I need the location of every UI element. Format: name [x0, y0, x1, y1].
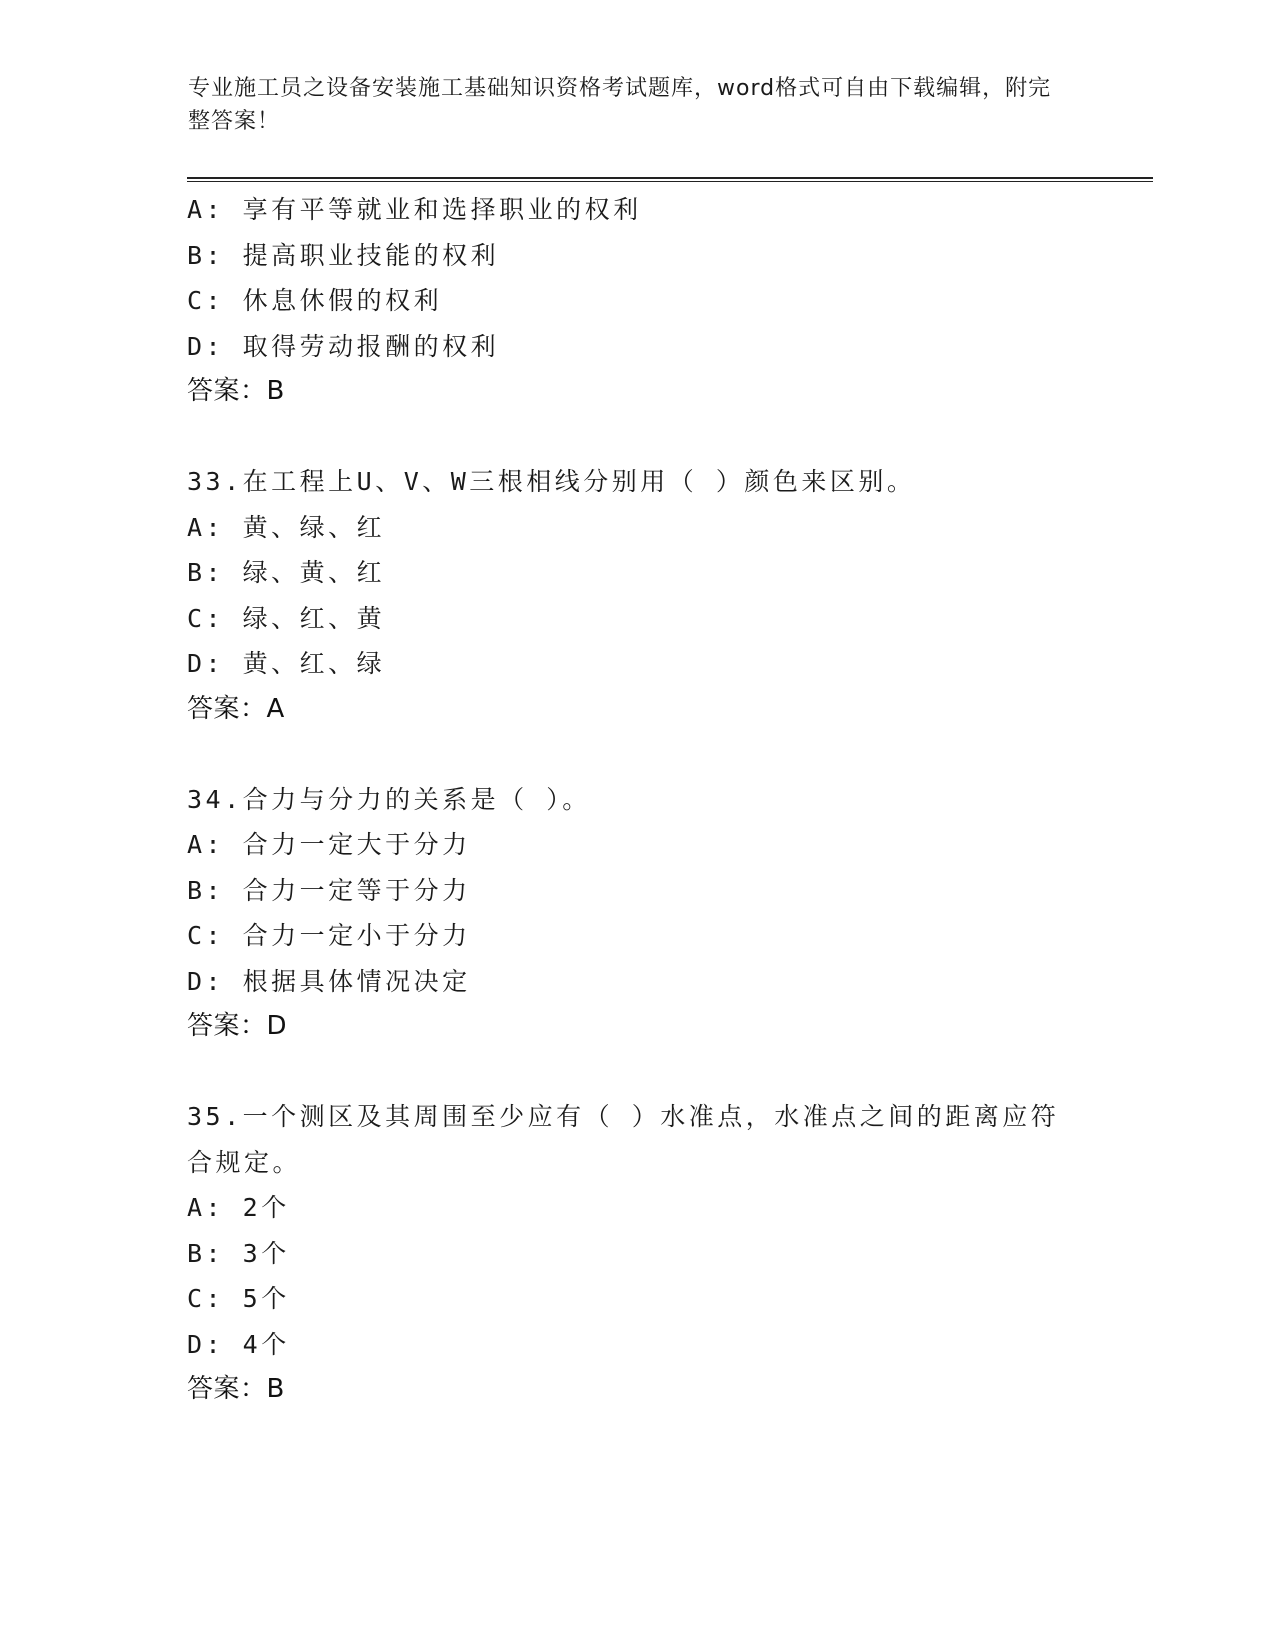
- option-label: C:: [187, 1284, 225, 1313]
- option-text: 2个: [242, 1193, 290, 1222]
- option-text: 合力一定等于分力: [242, 875, 471, 905]
- option-text: 取得劳动报酬的权利: [242, 331, 500, 361]
- option-b: [187, 868, 1087, 914]
- answer-line: 答案：D: [187, 1011, 288, 1041]
- option-label: D:: [187, 966, 225, 996]
- question-block-33: [187, 459, 1087, 732]
- option-label: B:: [187, 1238, 225, 1268]
- option-label: A:: [187, 1193, 225, 1222]
- option-label: A:: [187, 830, 225, 859]
- option-a: [187, 187, 1087, 233]
- option-label: B:: [187, 875, 225, 905]
- question-block-34: [187, 777, 1087, 1050]
- answer-line: 答案：B: [187, 1374, 285, 1404]
- option-a: [187, 1185, 1087, 1231]
- question-block-continued: [187, 187, 1087, 414]
- option-b: [187, 1231, 1087, 1277]
- option-text: 3个: [242, 1238, 290, 1268]
- option-text: 黄、绿、红: [242, 512, 386, 542]
- option-label: A:: [187, 195, 225, 224]
- option-c: [187, 278, 1087, 324]
- option-b: [187, 550, 1087, 596]
- question-stem: 33.在工程上U、V、W三根相线分别用（ ）颜色来区别。: [187, 467, 916, 496]
- option-text: 合力一定大于分力: [242, 830, 471, 859]
- option-label: C:: [187, 603, 225, 633]
- page-header: [188, 72, 1068, 138]
- option-c: [187, 596, 1087, 642]
- option-text: 4个: [242, 1329, 290, 1359]
- option-label: B:: [187, 558, 225, 587]
- question-stem: 35.一个测区及其周围至少应有（ ）水准点，水准点之间的距离应符合规定。: [187, 1102, 1060, 1177]
- header-divider: [187, 177, 1153, 182]
- option-text: 休息休假的权利: [242, 286, 443, 315]
- option-label: C:: [187, 286, 225, 315]
- option-d: [187, 959, 1087, 1005]
- option-text: 5个: [242, 1284, 290, 1313]
- option-text: 合力一定小于分力: [242, 921, 471, 950]
- option-label: D:: [187, 1329, 225, 1359]
- option-text: 绿、红、黄: [242, 603, 386, 633]
- option-c: [187, 913, 1087, 959]
- option-d: [187, 1322, 1087, 1368]
- option-text: 根据具体情况决定: [242, 966, 471, 996]
- question-list: [187, 187, 1087, 1457]
- option-c: [187, 1276, 1087, 1322]
- option-label: C:: [187, 921, 225, 950]
- option-text: 黄、红、绿: [242, 649, 386, 678]
- option-text: 享有平等就业和选择职业的权利: [242, 195, 642, 224]
- option-b: [187, 233, 1087, 279]
- option-d: [187, 324, 1087, 370]
- option-label: D:: [187, 649, 225, 678]
- question-stem: 34.合力与分力的关系是（ ）。: [187, 784, 591, 814]
- option-a: [187, 822, 1087, 868]
- option-label: D:: [187, 331, 225, 361]
- document-title: 专业施工员之设备安装施工基础知识资格考试题库，word格式可自由下载编辑，附完整答案！: [188, 76, 1052, 134]
- option-label: A:: [187, 512, 225, 542]
- option-label: B:: [187, 240, 225, 270]
- option-a: [187, 505, 1087, 551]
- question-block-35: [187, 1094, 1087, 1412]
- option-text: 绿、黄、红: [242, 558, 386, 587]
- answer-line: 答案：A: [187, 693, 285, 724]
- option-text: 提高职业技能的权利: [242, 240, 500, 270]
- option-d: [187, 641, 1087, 687]
- answer-line: 答案：B: [187, 376, 285, 406]
